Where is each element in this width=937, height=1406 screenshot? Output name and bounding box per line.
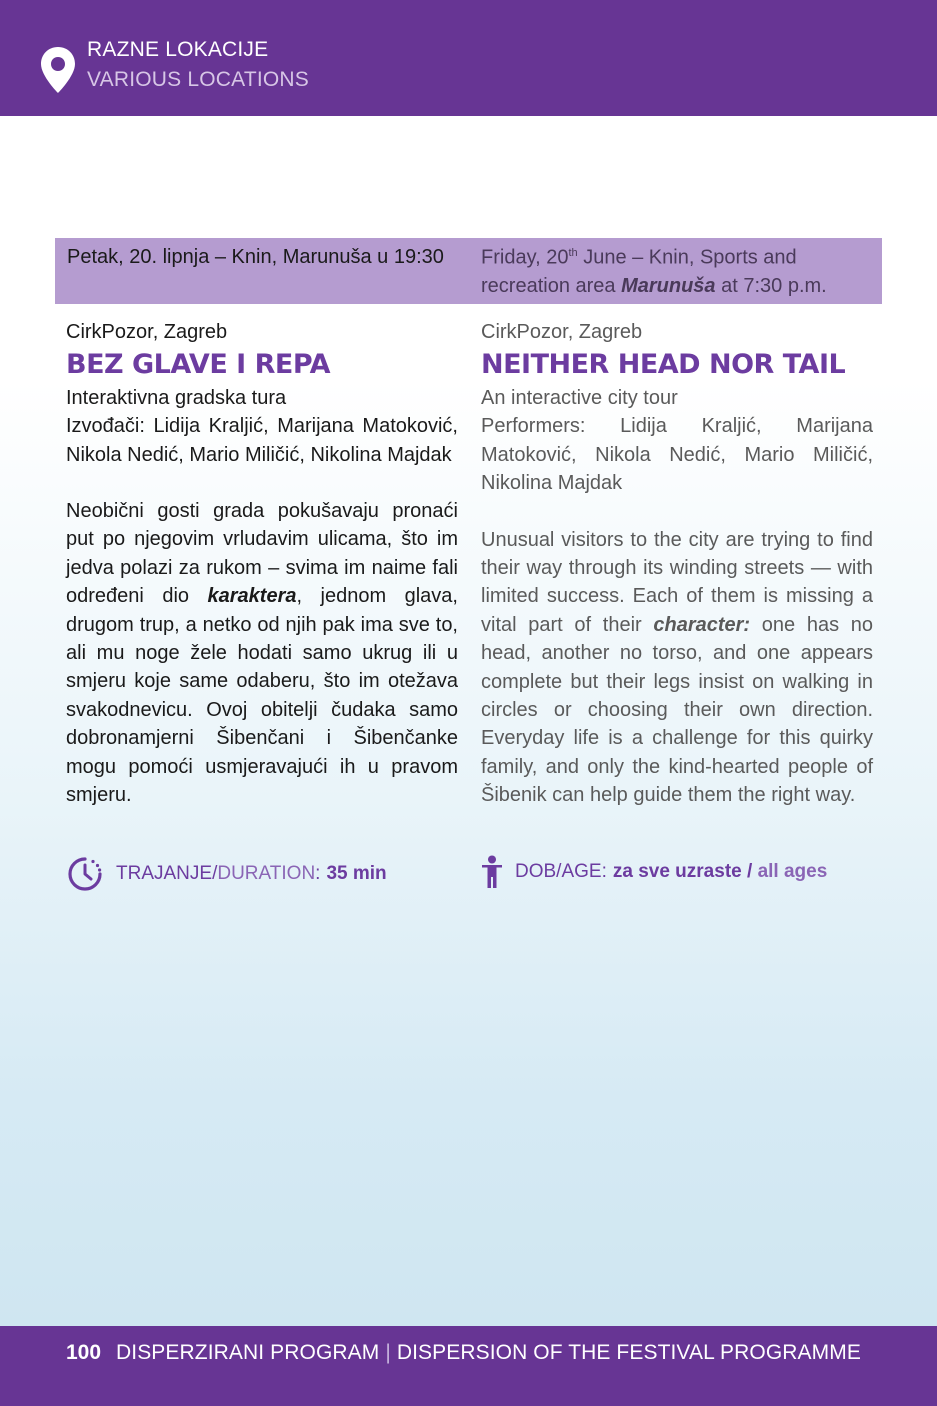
title-en: NEITHER HEAD NOR TAIL bbox=[481, 349, 846, 380]
date-en-place: Marunuša bbox=[621, 274, 716, 297]
duration-label-en: DURATION bbox=[217, 863, 316, 884]
description-en-emphasis: character: bbox=[653, 613, 751, 636]
age-info bbox=[481, 855, 827, 889]
duration-colon: : bbox=[315, 863, 321, 884]
organizer-hr: CirkPozor, Zagreb bbox=[66, 321, 228, 343]
section-title-en: VARIOUS LOCATIONS bbox=[87, 68, 309, 91]
date-en-sup: th bbox=[568, 247, 578, 259]
duration-label-hr: TRAJANJE bbox=[116, 863, 213, 884]
date-en-time: at 7:30 p.m. bbox=[715, 274, 827, 297]
performers-en: Performers: Lidija Kraljić, Marijana Matoković, Nikola Nedić, Mario Miličić, Nikolina Majdak bbox=[481, 415, 873, 494]
description-hr-emphasis: karaktera bbox=[207, 585, 297, 608]
footer-bar bbox=[0, 1326, 937, 1406]
age-value-sep: / bbox=[741, 861, 758, 882]
description-en-part2: one has no head, another no torso, and one appears complete but their legs insist on walking in circles or choosing their own direction. Everyday life is a challenge for this quirky family, and only the kind-hearted people of Šibenik can help guide them the right way. bbox=[481, 613, 874, 807]
subtitle-hr: Interaktivna gradska tura bbox=[66, 387, 287, 409]
person-icon bbox=[481, 855, 503, 889]
date-hr: Petak, 20. lipnja – Knin, Marunuša u 19:30 bbox=[67, 246, 444, 268]
description-en bbox=[481, 526, 873, 810]
footer-separator: | bbox=[385, 1341, 391, 1364]
duration-value: 35 min bbox=[326, 863, 387, 884]
date-en-day: Friday, 20 bbox=[481, 246, 569, 269]
age-colon: : bbox=[601, 861, 607, 882]
organizer-en: CirkPozor, Zagreb bbox=[481, 321, 643, 343]
performers-hr: Izvođači: Lidija Kraljić, Marijana Matoković, Nikola Nedić, Mario Miličić, Nikolina Majdak bbox=[66, 415, 458, 466]
page-number: 100 bbox=[66, 1341, 102, 1364]
duration-label-sep: / bbox=[212, 863, 218, 884]
location-pin-icon bbox=[40, 46, 76, 94]
description-hr-part2: , jednom glava, drugom trup, a netko od njih pak ima sve to, ali mu noge žele hodati samo ukrug ili u smjeru koje same odaberu, što im otežava svakodnevicu. Ovoj obitelji čudaka samo dobronamjerni Šibenčani i Šibenčanke mogu pomoći usmjeravajući ih u pravom smjeru. bbox=[66, 585, 458, 807]
column-en bbox=[481, 318, 873, 810]
description-hr-part1: Neobični gosti grada pokušavaju pronaći put po njegovim vrludavim ulicama, što im jedva polazi za rukom – svima im naime fali određeni dio bbox=[66, 500, 458, 608]
age-value-en: all ages bbox=[757, 861, 828, 882]
date-band bbox=[55, 238, 882, 304]
age-label: DOB/AGE bbox=[515, 861, 602, 882]
description-en-part1: Unusual visitors to the city are trying to find their way through its winding streets — with limited success. Each of them is missing a vital part of their bbox=[481, 528, 873, 636]
date-en bbox=[481, 239, 871, 300]
title-hr: BEZ GLAVE I REPA bbox=[66, 349, 331, 380]
subtitle-en: An interactive city tour bbox=[481, 387, 678, 409]
footer-text-en: DISPERSION OF THE FESTIVAL PROGRAMME bbox=[396, 1341, 861, 1364]
footer-text bbox=[116, 1341, 861, 1365]
age-value-hr: za sve uzraste bbox=[612, 861, 742, 882]
duration-info bbox=[66, 855, 387, 893]
description-hr bbox=[66, 497, 458, 809]
clock-icon bbox=[66, 855, 104, 893]
header-bar bbox=[0, 0, 937, 116]
section-title-hr: RAZNE LOKACIJE bbox=[87, 38, 269, 61]
date-en-rest: June – Knin, Sports and recreation area bbox=[481, 246, 797, 297]
footer-text-hr: DISPERZIRANI PROGRAM bbox=[116, 1341, 380, 1364]
column-hr bbox=[66, 318, 458, 809]
